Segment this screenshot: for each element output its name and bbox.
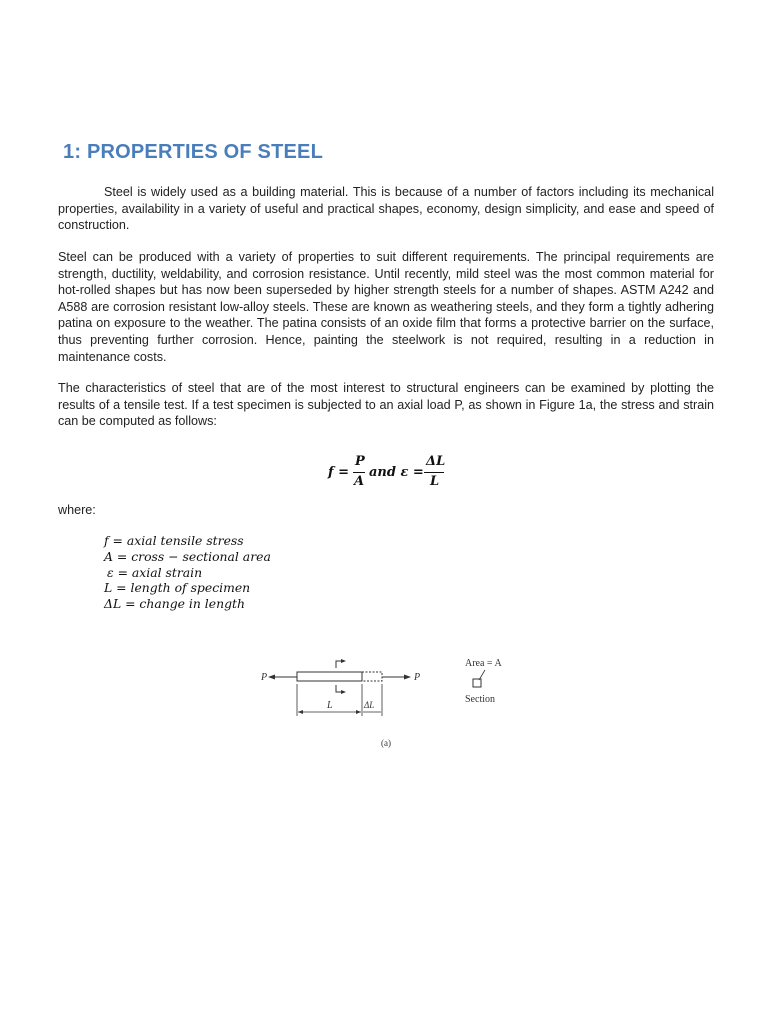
tensile-specimen-figure (255, 650, 535, 760)
paragraph-requirements: Steel can be produced with a variety of properties to suit different requirements. The principal requirements are strength, ductility, weldability, and corrosion resistance. Until recently, mild steel was the most common material for hot-rolled shapes but has now been superseded by higher strength steels for a number of shapes. ASTM A242 and A588 are corrosion resistant low-alloy steels. These are known as weathering steels, and they form a tightly adhering patina on exposure to the weather. The patina consists of an oxide film that forms a protective barrier on the surface, thus preventing further corrosion. Hence, painting the steelwork is not required, resulting in a reduction in maintenance costs. (58, 250, 714, 364)
section-label: Section (465, 694, 495, 705)
paragraph-intro: Steel is widely used as a building material. This is because of a number of factors including its mechanical properties, availability in a variety of useful and practical shapes, economy, design simplicity, and ease and speed of construction. (58, 185, 714, 233)
load-label-left: P (261, 672, 268, 683)
formula-denominator-a: A (354, 474, 365, 489)
cross-section-square (473, 679, 481, 687)
variable-definitions (104, 533, 271, 612)
formula-numerator-p: P (355, 454, 365, 469)
fraction-bar-strain (424, 472, 444, 473)
formula-and-epsilon: and ε = (369, 465, 424, 480)
paragraph-tensile-test: The characteristics of steel that are of the most interest to structural engineers can be examined by plotting the results of a tensile test. If a test specimen is subjected to an axial load P, as shown in Figure 1a, the stress and strain can be computed as follows: (58, 381, 714, 429)
figure-drawing (255, 650, 535, 760)
length-label: L (327, 700, 333, 711)
definition-item: A = cross − sectional area (104, 548, 271, 564)
fraction-bar-stress (353, 472, 365, 473)
section-heading: 1: PROPERTIES OF STEEL (63, 141, 323, 163)
definition-item: ε = axial strain (107, 564, 203, 580)
arrow-left-icon (268, 675, 275, 680)
specimen-elongation (362, 672, 382, 681)
area-label: Area = A (465, 658, 502, 669)
delta-length-label: ΔL (364, 700, 375, 710)
cut-arrow-bottom-icon (341, 690, 346, 694)
specimen-bar (297, 672, 362, 681)
dim-arrow-icon (298, 710, 303, 714)
cut-arrow-top-icon (341, 659, 346, 663)
definition-item: f = axial tensile stress (104, 533, 244, 548)
where-label: where: (58, 503, 96, 517)
definition-item: L = length of specimen (104, 580, 251, 596)
load-label-right: P (414, 672, 421, 683)
formula-f-equals: f = (328, 465, 350, 480)
formula-numerator-delta-l: ΔL (426, 454, 446, 469)
dim-arrow-icon (356, 710, 361, 714)
arrow-right-icon (404, 675, 411, 680)
figure-caption: (a) (381, 738, 391, 748)
definition-item: ΔL = change in length (104, 596, 245, 612)
formula-denominator-l: L (430, 474, 440, 489)
